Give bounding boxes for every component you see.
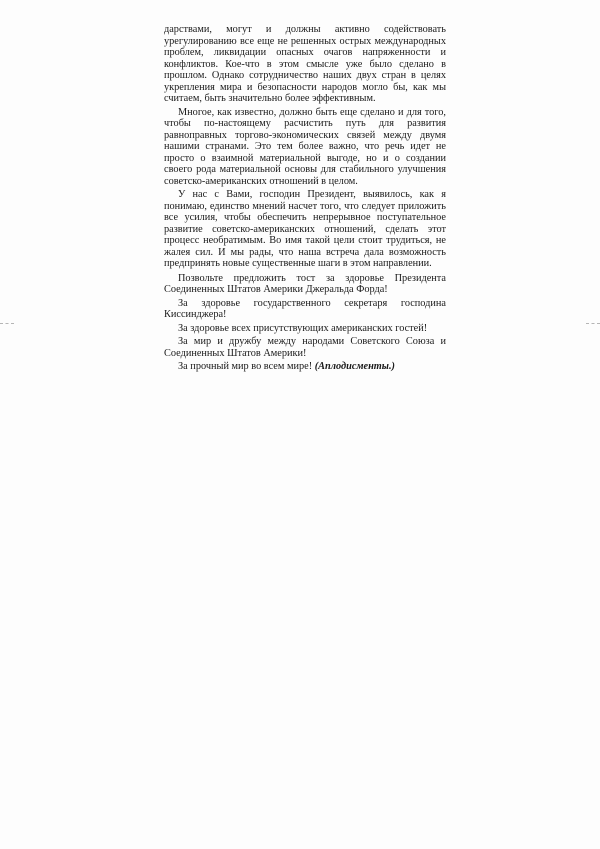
toast-president: Позвольте предложить тост за здоровье Президента Соединенных Штатов Америки Джеральда Форда! — [164, 272, 446, 295]
toast-lasting-peace — [164, 361, 446, 373]
toast-peace-friendship: За мир и дружбу между народами Советского Союза и Соединенных Штатов Америки! — [164, 336, 446, 359]
paragraph-continuation: дарствами, могут и должны активно содействовать урегулированию все еще не решенных острых международных проблем, ликвидации опасных очагов напряженности и конфликтов. Кое-что в этом смысле уже было сделано в прошлом. Однако сотрудничество наших двух стран в целях укрепления мира и безопасности народов могло бы, как мы считаем, быть значительно более эффективным. — [164, 24, 446, 104]
toast-secretary: За здоровье государственного секретаря господина Киссинджера! — [164, 297, 446, 320]
toast-guests: За здоровье всех присутствующих американских гостей! — [178, 322, 428, 334]
paragraph-trade-relations: Многое, как известно, должно быть еще сделано и для того, чтобы по-настоящему расчистить путь для развития равноправных торгово-экономических связей между двумя нашими странами. Это тем более важно, что речь идет не просто о взаимной материальной выгоде, но и о создании своего рода материальной основы для стабильного улучшения советско-американских отношений в целом. — [164, 106, 446, 187]
speech-text — [164, 24, 446, 375]
paragraph-mutual-agreement: У нас с Вами, господин Президент, выявилось, как я понимаю, единство мнений насчет того, что следует приложить все усилия, чтобы обеспечить непрерывное поступательное развитие советско-американских отношений, сделать этот процесс необратимым. Во имя такой цели стоит трудиться, не жалея сил. И мы рады, что наша встреча дала возможность предпринять новые существенные шаги в этом направлении. — [164, 189, 446, 269]
final-line-text: За прочный мир во всем мире! — [178, 361, 313, 372]
applause-note: (Аплодисменты.) — [314, 361, 395, 372]
scan-margin-mark-left — [0, 323, 14, 324]
scan-margin-mark-right — [586, 323, 600, 324]
